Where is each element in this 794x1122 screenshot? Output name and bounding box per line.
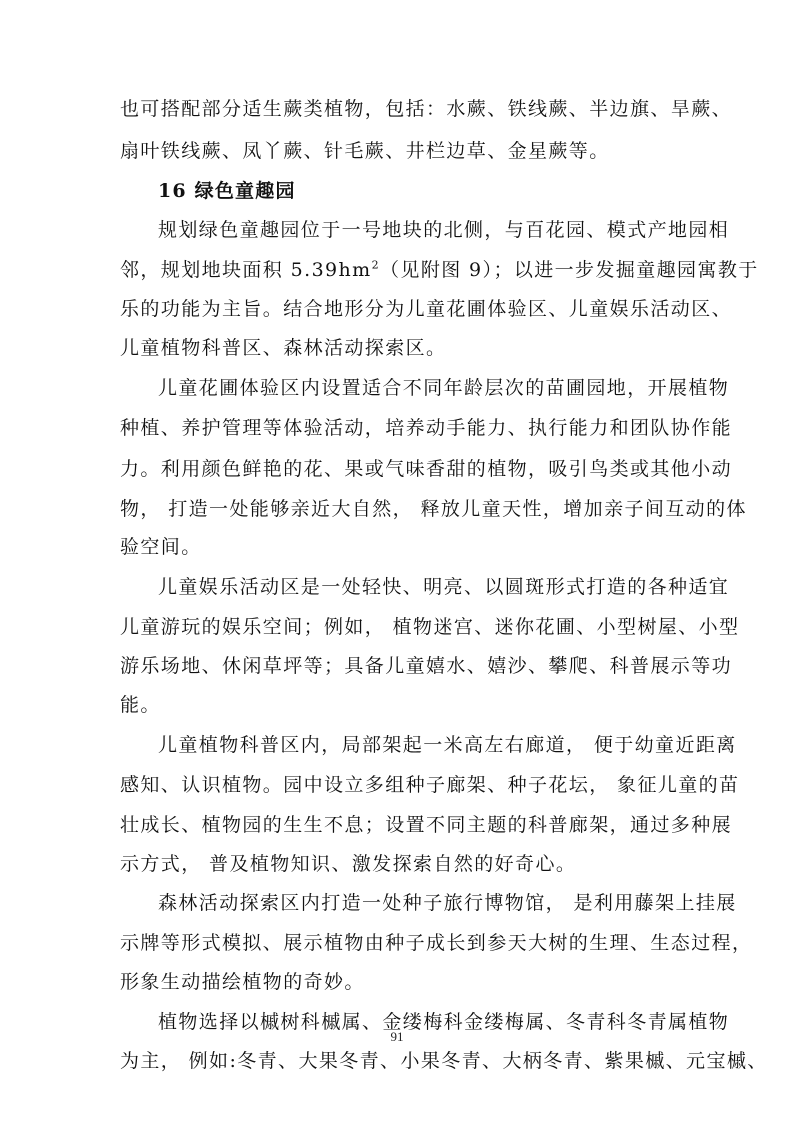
page-number: 91 xyxy=(390,1029,404,1044)
text-line: 植物选择以槭树科槭属、金缕梅科金缕梅属、冬青科冬青属植物 xyxy=(158,1011,730,1033)
text-line-area xyxy=(120,257,759,283)
text-line: 游乐场地、休闲草坪等；具备儿童嬉水、嬉沙、攀爬、科普展示等功 xyxy=(120,655,733,677)
text-line: 规划绿色童趣园位于一号地块的北侧，与百花园、模式产地园相 xyxy=(158,219,730,241)
text-line: 形象生动描绘植物的奇妙。 xyxy=(120,971,365,993)
text-line: 力。利用颜色鲜艳的花、果或气味香甜的植物，吸引鸟类或其他小动 xyxy=(120,458,733,480)
text-line: 儿童花圃体验区内设置适合不同年龄层次的苗圃园地，开展植物 xyxy=(158,377,730,399)
text-line: 物， 打造一处能够亲近大自然， 释放儿童天性，增加亲子间互动的体 xyxy=(120,498,747,520)
text-line: 壮成长、植物园的生生不息；设置不同主题的科普廊架，通过多种展 xyxy=(120,814,733,836)
text-line: 扇叶铁线蕨、凤丫蕨、针毛蕨、井栏边草、金星蕨等。 xyxy=(120,140,610,162)
area-suffix: （见附图 9）；以进一步发掘童趣园寓教于 xyxy=(380,259,759,281)
text-line: 为主， 例如:冬青、大果冬青、小果冬青、大柄冬青、紫果槭、元宝槭、 xyxy=(120,1050,768,1072)
text-line: 森林活动探索区内打造一处种子旅行博物馆， 是利用藤架上挂展 xyxy=(158,892,737,914)
text-line: 示方式， 普及植物知识、激发探索自然的好奇心。 xyxy=(120,853,577,875)
area-text: 邻，规划地块面积 5.39hm xyxy=(120,259,372,281)
text-line: 乐的功能为主旨。结合地形分为儿童花圃体验区、儿童娱乐活动区、 xyxy=(120,298,733,320)
text-line: 感知、认识植物。园中设立多组种子廊架、种子花坛， 象征儿童的苗 xyxy=(120,774,740,796)
text-line: 能。 xyxy=(120,694,161,716)
text-line: 验空间。 xyxy=(120,536,202,558)
text-line: 示牌等形式模拟、展示植物由种子成长到参天大树的生理、生态过程， xyxy=(120,932,753,954)
text-line: 儿童植物科普区内，局部架起一米高左右廊道， 便于幼童近距离 xyxy=(158,734,737,756)
text-line: 种植、养护管理等体验活动，培养动手能力、执行能力和团队协作能 xyxy=(120,417,733,439)
area-superscript: 2 xyxy=(371,258,381,272)
text-line: 儿童娱乐活动区是一处轻快、明亮、以圆斑形式打造的各种适宜 xyxy=(158,576,730,598)
text-line: 儿童植物科普区、森林活动探索区。 xyxy=(120,337,447,359)
text-line: 儿童游玩的娱乐空间；例如， 植物迷宫、迷你花圃、小型树屋、小型 xyxy=(120,616,740,638)
text-line: 也可搭配部分适生蕨类植物，包括：水蕨、铁线蕨、半边旗、旱蕨、 xyxy=(120,98,733,120)
section-heading: 16 绿色童趣园 xyxy=(158,180,296,202)
